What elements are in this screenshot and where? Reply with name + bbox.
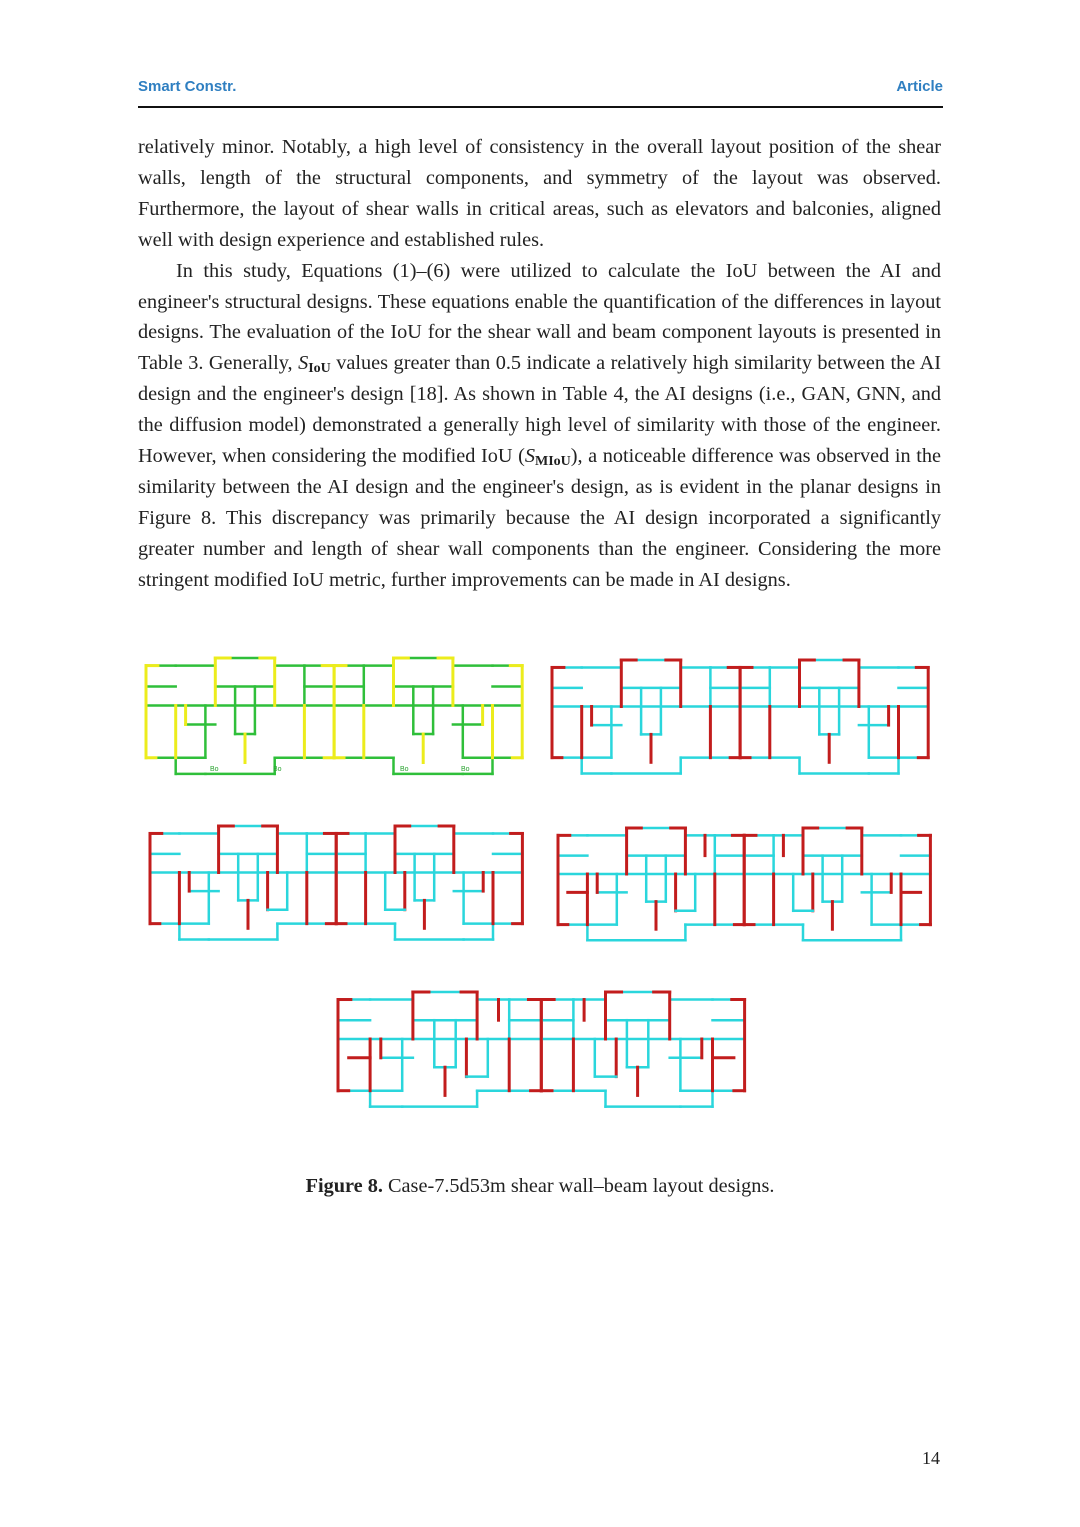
journal-name: Smart Constr. [138, 78, 237, 95]
paragraph-1: relatively minor. Notably, a high level of consistency in the overall layout position of the shear walls, length of the structural components, and symmetry of the layout was observed. Furthermore, the layout of shear walls in critical areas, such as elevators and balconies, aligned well with design experience and established rules. [138, 136, 941, 251]
figure-8 [138, 650, 943, 1130]
layout-design-2 [552, 660, 928, 773]
iou-symbol [298, 352, 331, 377]
paragraph-2-part-3: ), a noticeable difference was observed in the similarity between the AI design and the engineer's design, as is evident in the planar designs in Figure 8. This discrepancy was primarily because the AI design incorporated a significantly greater number and length of shear wall components than the engineer. Considering the more stringent modified IoU metric, further improvements can be made in AI designs. [138, 445, 942, 591]
paragraph-2 [138, 256, 941, 596]
layout-design-4 [558, 828, 930, 940]
room-label: Bo [400, 766, 409, 773]
room-label: Bo [210, 766, 219, 773]
caption-label: Figure 8. [305, 1175, 383, 1197]
body-text [138, 132, 941, 596]
room-label: Bo [273, 766, 282, 773]
article-type: Article [896, 78, 943, 95]
layout-design-3 [150, 826, 522, 939]
figure-caption [0, 1175, 1080, 1198]
iou-symbol-base: S [298, 352, 309, 375]
figure-8-drawings [138, 650, 943, 1130]
miou-symbol-base: S [524, 445, 535, 468]
page-number: 14 [922, 1448, 940, 1468]
architectural-plan [146, 658, 522, 774]
caption-text: Case-7.5d53m shear wall–beam layout designs. [382, 1175, 775, 1197]
layout-design-5 [338, 992, 745, 1107]
miou-symbol [524, 445, 571, 470]
paragraph-2-part-1: In this study, Equations (1)–(6) were utilized to calculate the IoU between the AI and engineer's structural designs. These equations enable the quantification of the differences in layout designs. The evaluation of the IoU for the shear wall and beam component layouts is presented in Table 3. Generally, [138, 259, 941, 375]
running-header [138, 76, 943, 108]
paragraph-2-part-2: values greater than 0.5 indicate a relatively high similarity between the AI design and the engineer's design [18]. As shown in Table 4, the AI designs (i.e., GAN, GNN, and the diffusion model) demonstrated a generally high level of similarity with those of the engineer. However, when considering the modified IoU ( [138, 352, 941, 468]
miou-symbol-subscript: MIoU [534, 454, 571, 470]
iou-symbol-subscript: IoU [308, 361, 331, 377]
room-label: Bo [461, 766, 470, 773]
